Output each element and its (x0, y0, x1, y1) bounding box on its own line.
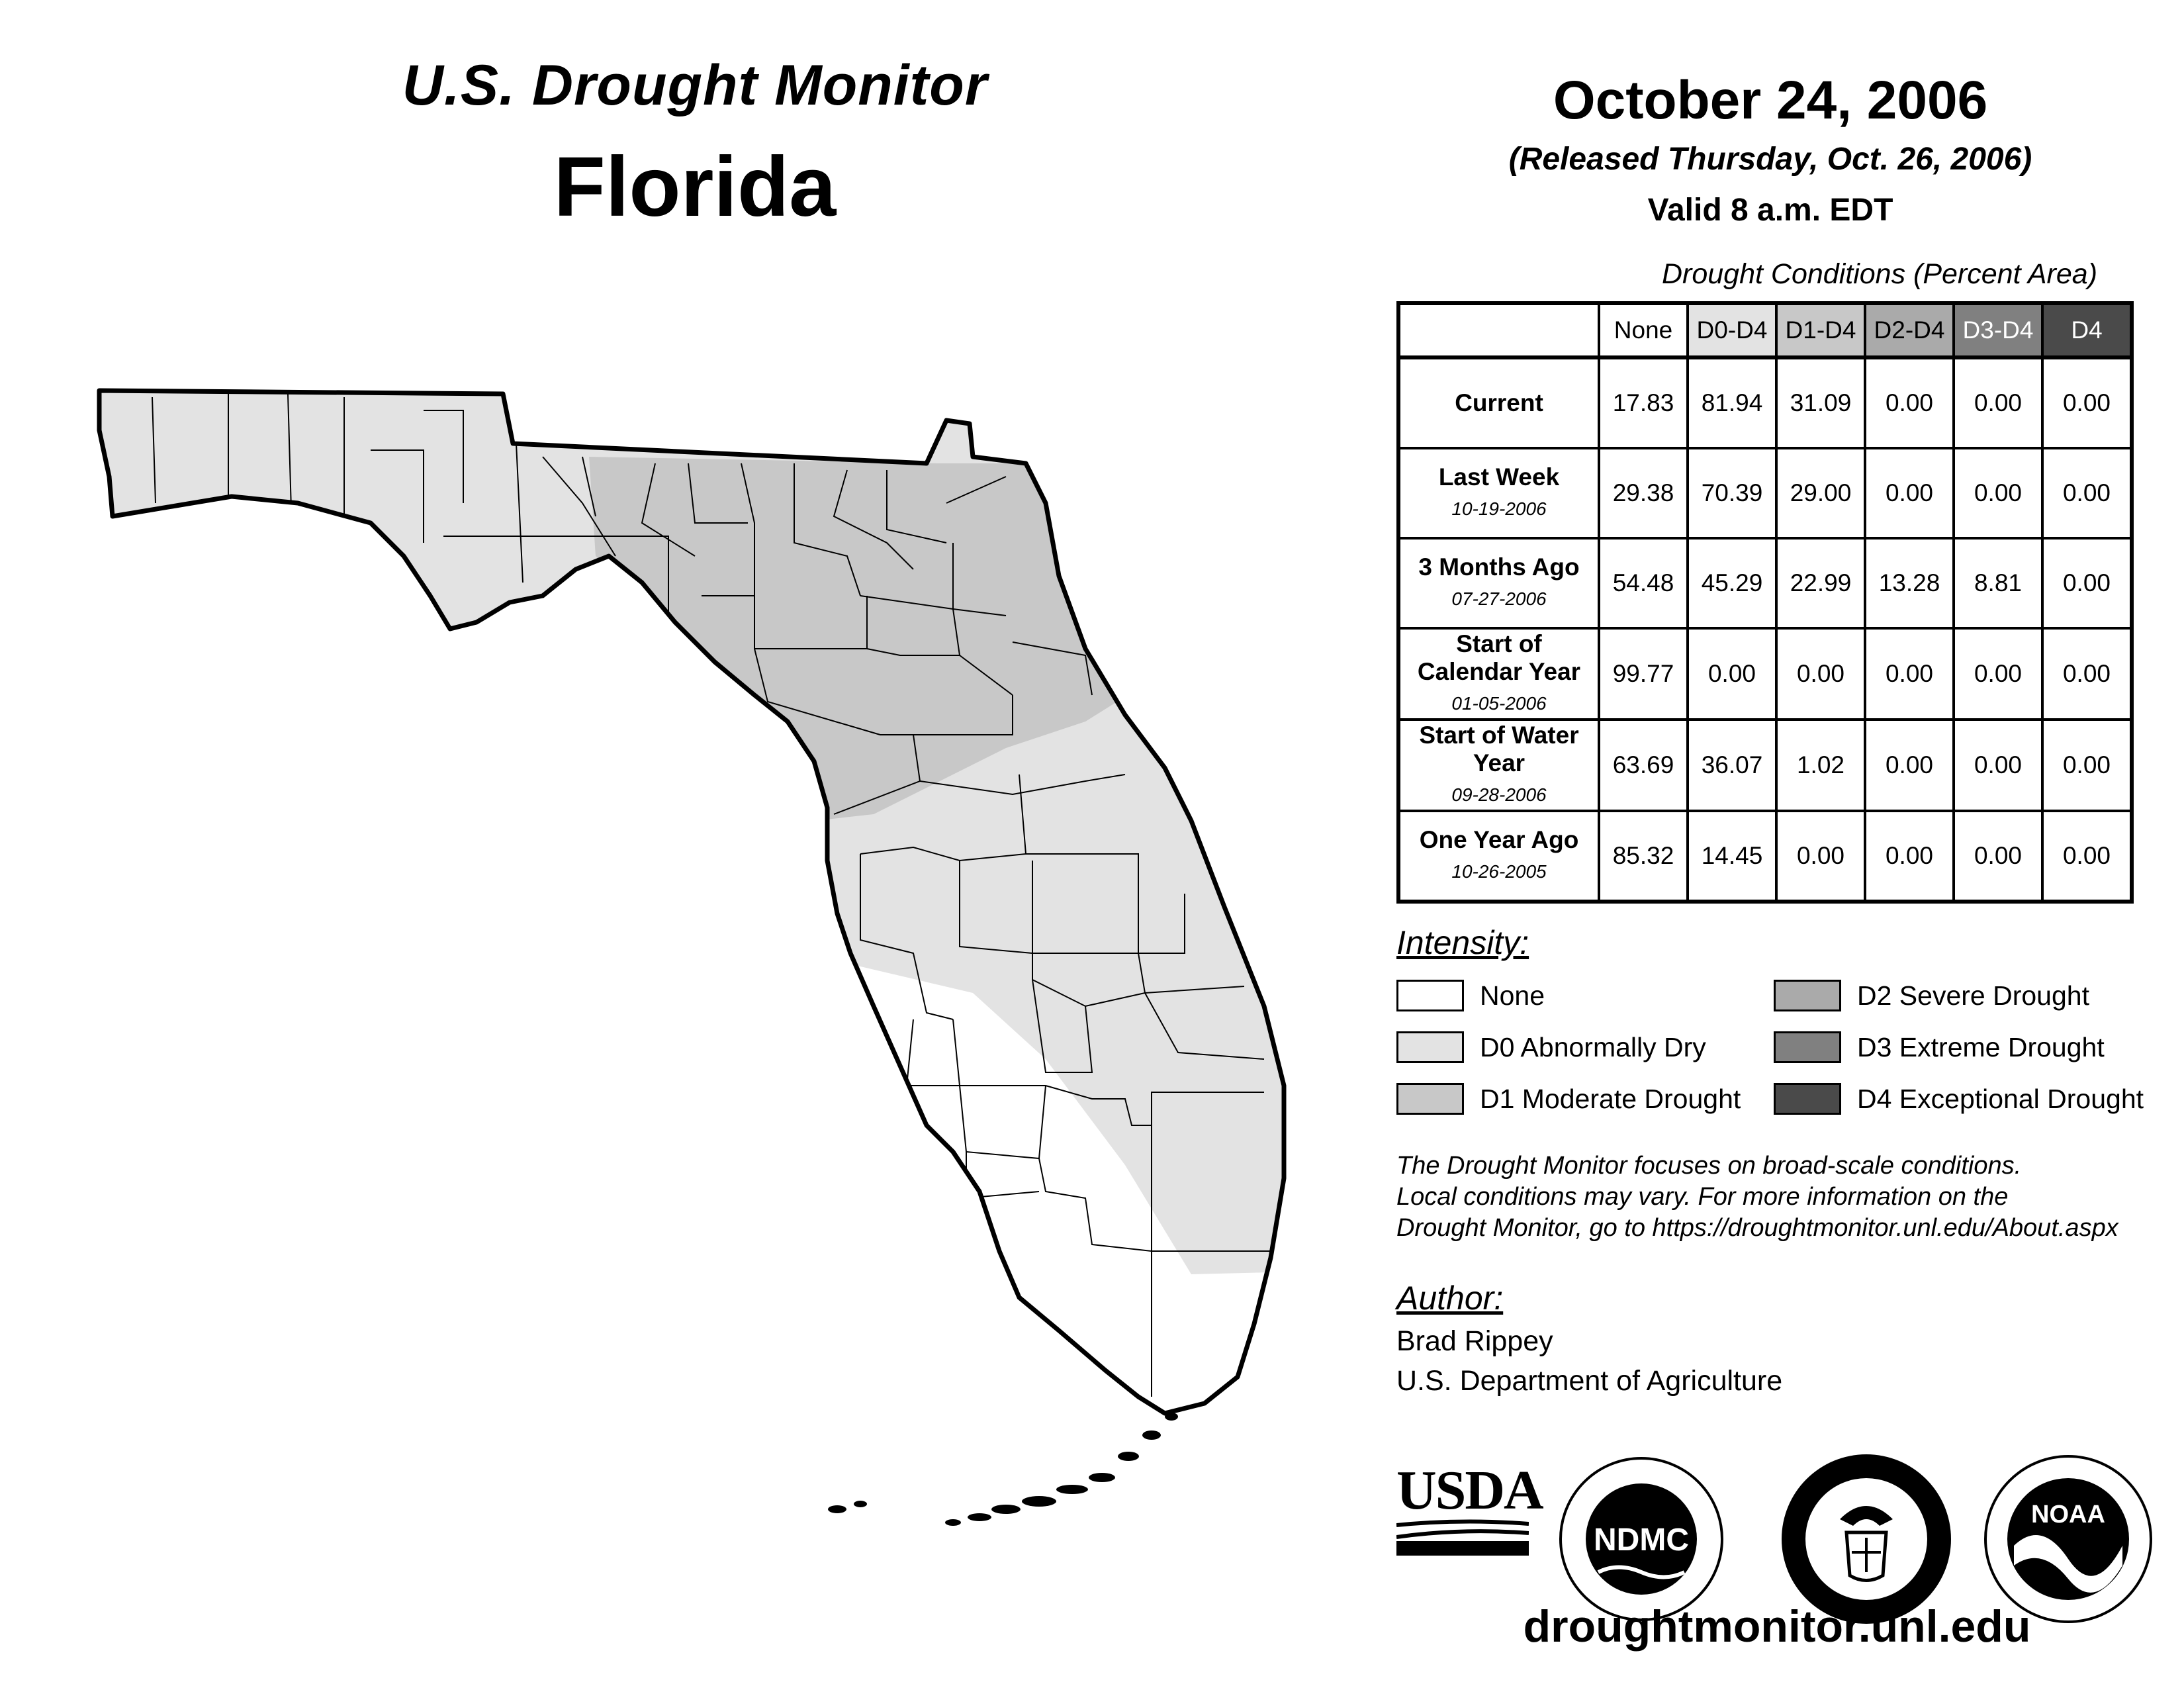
legend-label: None (1480, 980, 1545, 1011)
table-cell: 0.00 (1865, 628, 1954, 720)
table-row (1398, 720, 2132, 811)
info-note (1396, 1150, 2177, 1244)
table-cell: 0.00 (1954, 628, 2042, 720)
row-label-text: Start of Calendar Year (1417, 630, 1581, 685)
drought-conditions-table (1396, 301, 2134, 904)
legend-swatch (1396, 1031, 1464, 1063)
legend-swatch (1774, 1083, 1841, 1115)
release-note: (Released Thursday, Oct. 26, 2006) (1508, 142, 2032, 177)
table-cell: 1.02 (1776, 720, 1865, 811)
table-cell: 0.00 (1776, 628, 1865, 720)
table-cell: 85.32 (1599, 811, 1688, 902)
row-label-text: Last Week (1438, 463, 1560, 491)
state-title: Florida (553, 140, 837, 234)
author-org: U.S. Department of Agriculture (1396, 1365, 1783, 1397)
table-cell: 14.45 (1688, 811, 1776, 902)
table-row (1398, 538, 2132, 628)
table-cell: 70.39 (1688, 448, 1776, 538)
col-header: None (1599, 303, 1688, 357)
note-line: The Drought Monitor focuses on broad-scale conditions. (1396, 1152, 2022, 1180)
col-header: D4 (2042, 303, 2132, 357)
row-label (1398, 448, 1599, 538)
legend-label: D1 Moderate Drought (1480, 1083, 1741, 1114)
col-header: D0-D4 (1688, 303, 1776, 357)
table-row (1398, 628, 2132, 720)
row-date: 10-26-2005 (1451, 861, 1547, 882)
table-cell: 13.28 (1865, 538, 1954, 628)
row-date: 01-05-2006 (1451, 693, 1547, 714)
table-cell: 0.00 (1776, 811, 1865, 902)
table-cell: 31.09 (1776, 357, 1865, 448)
table-cell: 0.00 (2042, 628, 2132, 720)
monitor-title: U.S. Drought Monitor (402, 54, 988, 117)
table-cell: 54.48 (1599, 538, 1688, 628)
table-cell: 0.00 (2042, 720, 2132, 811)
table-row (1398, 811, 2132, 902)
table-cell: 0.00 (2042, 538, 2132, 628)
row-label (1398, 628, 1599, 720)
row-label (1398, 357, 1599, 448)
legend-label: D4 Exceptional Drought (1857, 1083, 2144, 1114)
author-title: Author: (1396, 1280, 1504, 1317)
col-header: D1-D4 (1776, 303, 1865, 357)
table-cell: 0.00 (1865, 811, 1954, 902)
florida-keys (828, 1413, 1178, 1526)
row-label (1398, 720, 1599, 811)
row-label-text: Start of Water Year (1419, 722, 1579, 776)
table-cell: 0.00 (2042, 448, 2132, 538)
legend-item (1774, 1031, 2105, 1063)
note-line: Drought Monitor, go to https://droughtmonitor.unl.edu/About.aspx (1396, 1214, 2118, 1242)
site-url[interactable]: droughtmonitor.unl.edu (1523, 1601, 2031, 1652)
legend-label: D0 Abnormally Dry (1480, 1031, 1706, 1062)
row-label (1398, 811, 1599, 902)
table-cell: 99.77 (1599, 628, 1688, 720)
legend-item (1396, 1083, 1741, 1115)
author-name: Brad Rippey (1396, 1325, 1553, 1357)
usda-logo-text: USDA (1396, 1460, 1543, 1521)
table-cell: 8.81 (1954, 538, 2042, 628)
legend-item (1396, 980, 1545, 1011)
table-body (1398, 357, 2132, 902)
row-date: 10-19-2006 (1451, 498, 1547, 519)
table-cell: 0.00 (1688, 628, 1776, 720)
table-cell: 0.00 (2042, 357, 2132, 448)
date-block (1383, 70, 2158, 228)
table-cell: 0.00 (1865, 357, 1954, 448)
table-row (1398, 448, 2132, 538)
map-date: October 24, 2006 (1553, 70, 1988, 130)
table-cell: 0.00 (1865, 720, 1954, 811)
legend-item (1774, 980, 2089, 1011)
table-cell: 17.83 (1599, 357, 1688, 448)
table-cell: 0.00 (1865, 448, 1954, 538)
table-cell: 22.99 (1776, 538, 1865, 628)
legend-label: D3 Extreme Drought (1857, 1031, 2105, 1062)
row-date: 09-28-2006 (1451, 784, 1547, 805)
valid-time: Valid 8 a.m. EDT (1647, 193, 1893, 228)
legend-item (1396, 1031, 1706, 1063)
table-row (1398, 357, 2132, 448)
table-cell: 29.00 (1776, 448, 1865, 538)
table-cell: 29.38 (1599, 448, 1688, 538)
note-line: Local conditions may vary. For more information on the (1396, 1183, 2009, 1211)
legend-swatch (1396, 980, 1464, 1011)
table-corner (1398, 303, 1599, 357)
col-header: D2-D4 (1865, 303, 1954, 357)
ndmc-logo-text: NDMC (1594, 1523, 1689, 1558)
table-cell: 0.00 (1954, 720, 2042, 811)
intensity-title: Intensity: (1396, 924, 1529, 961)
table-cell: 0.00 (1954, 357, 2042, 448)
row-label-text: One Year Ago (1419, 826, 1579, 853)
legend-swatch (1774, 1031, 1841, 1063)
usda-stripes-icon (1396, 1519, 1529, 1558)
table-cell: 81.94 (1688, 357, 1776, 448)
table-cell: 0.00 (1954, 448, 2042, 538)
legend-swatch (1774, 980, 1841, 1011)
legend-item (1774, 1083, 2144, 1115)
table-cell: 36.07 (1688, 720, 1776, 811)
table-cell: 0.00 (1954, 811, 2042, 902)
table-caption: Drought Conditions (Percent Area) (1661, 258, 2098, 290)
table-header-row (1398, 303, 2132, 357)
row-label-text: 3 Months Ago (1418, 553, 1580, 581)
usda-logo (1396, 1460, 1543, 1562)
row-label-text: Current (1455, 389, 1543, 416)
table-cell: 63.69 (1599, 720, 1688, 811)
legend-label: D2 Severe Drought (1857, 980, 2089, 1011)
noaa-logo-text: NOAA (2031, 1501, 2105, 1528)
row-label (1398, 538, 1599, 628)
table-cell: 45.29 (1688, 538, 1776, 628)
row-date: 07-27-2006 (1451, 588, 1547, 609)
table-cell: 0.00 (2042, 811, 2132, 902)
col-header: D3-D4 (1954, 303, 2042, 357)
legend-swatch (1396, 1083, 1464, 1115)
